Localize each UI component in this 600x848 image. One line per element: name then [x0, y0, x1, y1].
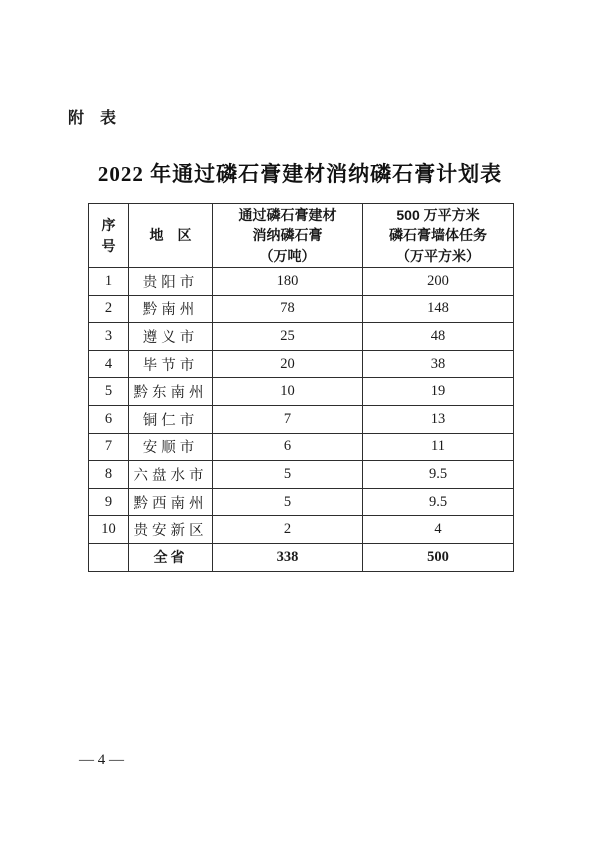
wall-value-cell: 9.5	[363, 461, 514, 489]
serial-number-cell: 7	[89, 433, 129, 461]
consume-value-cell: 7	[213, 405, 363, 433]
serial-number-cell: 5	[89, 378, 129, 406]
region-cell: 贵阳市	[129, 268, 213, 296]
table-row	[89, 323, 514, 351]
header-consume-line: （万吨）	[259, 247, 316, 264]
table-row	[89, 350, 514, 378]
region-cell: 黔东南州	[129, 378, 213, 406]
region-cell: 黔南州	[129, 295, 213, 323]
header-consume-line: 通过磷石膏建材	[238, 207, 337, 224]
table-row	[89, 268, 514, 296]
serial-number-cell: 9	[89, 488, 129, 516]
wall-value-cell: 148	[363, 295, 514, 323]
region-cell: 遵义市	[129, 323, 213, 351]
region-cell: 安顺市	[129, 433, 213, 461]
table-footer	[89, 543, 514, 571]
total-consume-cell: 338	[213, 543, 363, 571]
wall-value-cell: 13	[363, 405, 514, 433]
wall-value-cell: 19	[363, 378, 514, 406]
wall-value-cell: 200	[363, 268, 514, 296]
table-row	[89, 405, 514, 433]
wall-value-cell: 48	[363, 323, 514, 351]
table-row	[89, 516, 514, 544]
serial-number-cell: 10	[89, 516, 129, 544]
serial-number-cell: 4	[89, 350, 129, 378]
header-serial-line: 序	[101, 217, 116, 234]
region-cell: 贵安新区	[129, 516, 213, 544]
page-number: — 4 —	[79, 752, 124, 768]
table-row	[89, 378, 514, 406]
consume-value-cell: 5	[213, 488, 363, 516]
consume-value-cell: 5	[213, 461, 363, 489]
header-wall-task	[363, 204, 514, 268]
table-row	[89, 433, 514, 461]
header-serial-number	[89, 204, 129, 268]
consume-value-cell: 180	[213, 268, 363, 296]
consume-value-cell: 6	[213, 433, 363, 461]
serial-number-cell: 8	[89, 461, 129, 489]
consume-value-cell: 78	[213, 295, 363, 323]
region-cell: 六盘水市	[129, 461, 213, 489]
consume-value-cell: 10	[213, 378, 363, 406]
table-header-row	[89, 204, 514, 268]
wall-value-cell: 38	[363, 350, 514, 378]
table-row	[89, 295, 514, 323]
total-row	[89, 543, 514, 571]
consume-value-cell: 2	[213, 516, 363, 544]
header-consume-line: 消纳磷石膏	[252, 227, 323, 244]
plan-table	[88, 203, 514, 572]
appendix-label: 附 表	[68, 110, 117, 127]
header-wall-line: 500 万平方米	[396, 207, 480, 224]
wall-value-cell: 4	[363, 516, 514, 544]
table-row	[89, 461, 514, 489]
header-serial-line: 号	[101, 237, 116, 254]
wall-value-cell: 11	[363, 433, 514, 461]
page-title: 2022 年通过磷石膏建材消纳磷石膏计划表	[97, 162, 503, 186]
serial-number-cell: 2	[89, 295, 129, 323]
region-cell: 毕节市	[129, 350, 213, 378]
header-consume	[213, 204, 363, 268]
total-wall-cell: 500	[363, 543, 514, 571]
region-cell: 黔西南州	[129, 488, 213, 516]
serial-number-cell: 3	[89, 323, 129, 351]
table-body	[89, 268, 514, 544]
table-row	[89, 488, 514, 516]
header-wall-line: 磷石膏墙体任务	[389, 227, 487, 244]
total-region-cell: 全省	[129, 543, 213, 571]
total-serial-cell	[89, 543, 129, 571]
consume-value-cell: 20	[213, 350, 363, 378]
region-cell: 铜仁市	[129, 405, 213, 433]
header-wall-line: （万平方米）	[396, 247, 480, 264]
header-region: 地 区	[129, 204, 213, 268]
serial-number-cell: 6	[89, 405, 129, 433]
plan-table-container	[88, 203, 514, 572]
wall-value-cell: 9.5	[363, 488, 514, 516]
consume-value-cell: 25	[213, 323, 363, 351]
serial-number-cell: 1	[89, 268, 129, 296]
